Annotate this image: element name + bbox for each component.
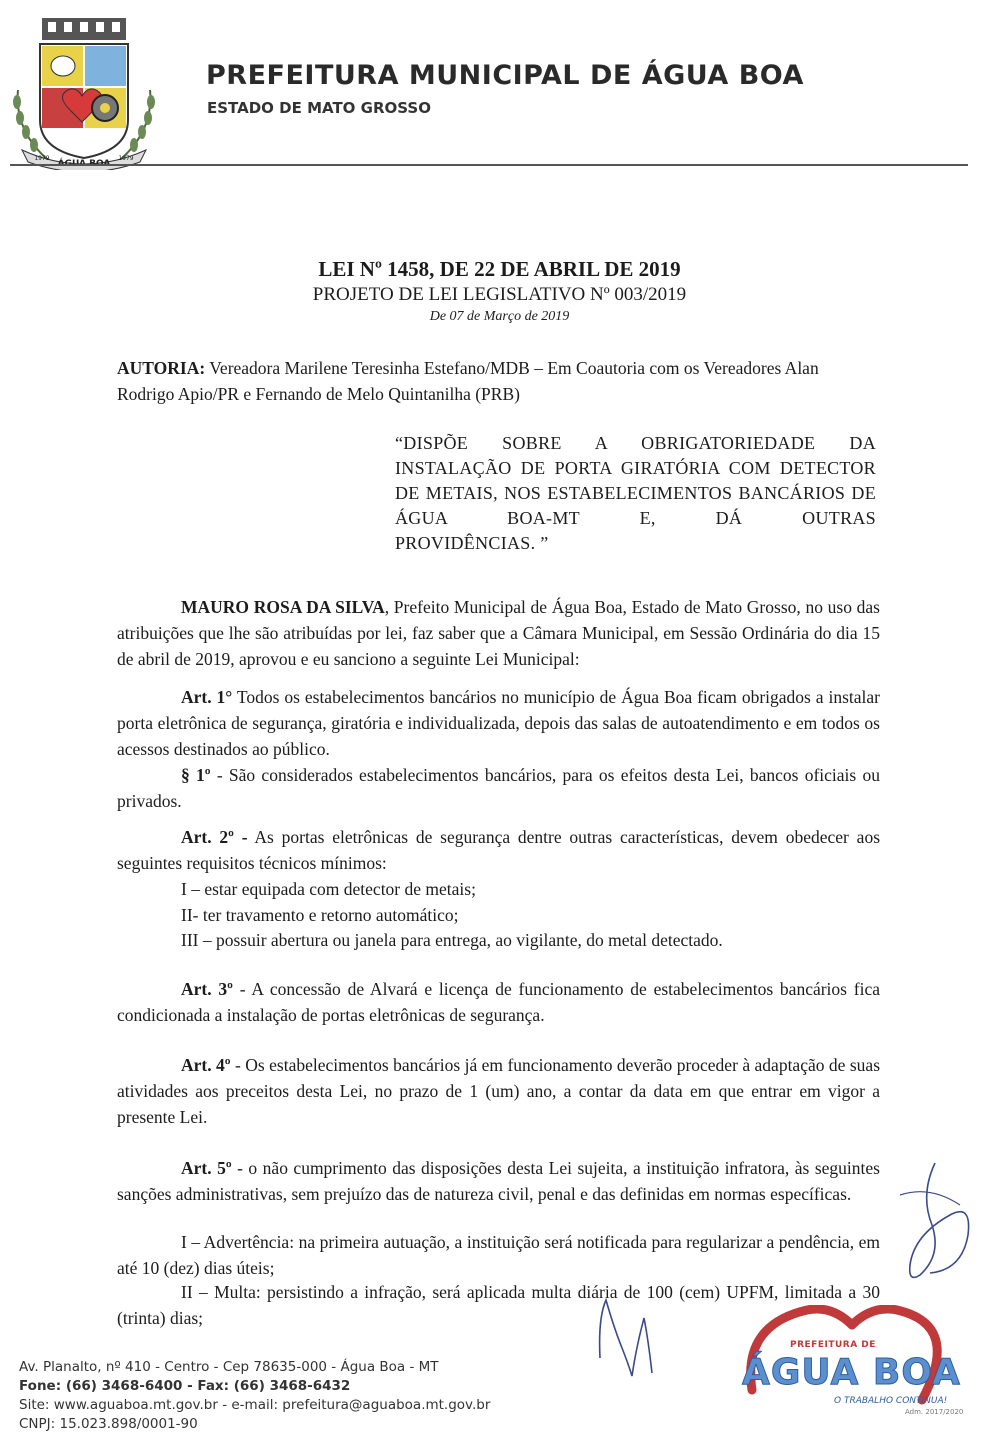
signature-rubric-bottom — [592, 1288, 662, 1383]
header-title: PREFEITURA MUNICIPAL DE ÁGUA BOA — [206, 60, 804, 91]
authorship-text: Vereadora Marilene Teresinha Estefano/MDB – Em Coautoria com os Vereadores Alan Rodrigo Apio/PR e Fernando de Melo Quintanilha (PRB) — [117, 358, 819, 404]
ementa-text: “DISPÕE SOBRE A OBRIGATORIEDADE DA INSTALAÇÃO DE PORTA GIRATÓRIA COM DETECTOR DE METAIS, NOS ESTABELECIMENTOS BANCÁRIOS DE ÁGUA BOA-MT E, DÁ OUTRAS — [395, 433, 876, 528]
crest-year-right: 1979 — [118, 155, 134, 162]
article-5-text: - o não cumprimento das disposições desta Lei sujeita, a instituição infratora, às seguintes sanções administrativas, sem prejuízo das de natureza civil, penal e das definidas em normas específicas. — [117, 1158, 880, 1204]
preamble-paragraph — [117, 594, 880, 672]
article-1 — [117, 684, 880, 762]
law-project-number: PROJETO DE LEI LEGISLATIVO Nº 003/2019 — [312, 284, 687, 305]
footer-phone: Fone: (66) 3468-6400 - Fax: (66) 3468-6432 — [19, 1378, 351, 1394]
article-5-inciso-2: II – Multa: persistindo a infração, será aplicada multa diária de 100 (cem) UPFM, limitada a 30 (trinta) dias; — [117, 1282, 880, 1328]
article-2 — [117, 824, 880, 876]
law-title: LEI Nº 1458, DE 22 DE ABRIL DE 2019 — [318, 257, 681, 281]
mayor-name: MAURO ROSA DA SILVA — [181, 597, 385, 617]
article-1-text: Todos os estabelecimentos bancários no município de Água Boa ficam obrigados a instalar porta eletrônica de segurança, giratória e individualizada, depois das salas de autoatendimento e em todos os acessos destinados ao público. — [117, 687, 880, 759]
paragraph-1 — [117, 762, 880, 814]
footer-cnpj: CNPJ: 15.023.898/0001-90 — [19, 1416, 198, 1432]
header-subtitle: ESTADO DE MATO GROSSO — [207, 99, 431, 117]
logo-tagline: O TRABALHO CONTINUA! — [834, 1396, 948, 1406]
article-2-item-1: I – estar equipada com detector de metais; — [181, 879, 476, 899]
footer-address: Av. Planalto, nº 410 - Centro - Cep 78635-000 - Água Boa - MT — [19, 1359, 439, 1375]
article-4-text: - Os estabelecimentos bancários já em funcionamento deverão proceder à adaptação de suas atividades aos preceitos desta Lei, no prazo de 1 (um) ano, a contar da data em que entrar em vigor a presente Lei. — [117, 1055, 881, 1127]
header-divider — [10, 164, 968, 166]
ementa-block — [395, 431, 876, 556]
logo-name: ÁGUA BOA — [742, 1352, 961, 1393]
authorship-label: AUTORIA: — [117, 358, 206, 378]
logo-prefix: PREFEITURA DE — [790, 1340, 876, 1350]
article-5 — [117, 1155, 880, 1207]
paragraph-1-label: § 1º — [181, 765, 211, 785]
article-3-label: Art. 3º — [181, 979, 233, 999]
crest-year-left: 1979 — [34, 155, 50, 162]
article-5-inciso-1: I – Advertência: na primeira autuação, a instituição será notificada para regularizar a pendência, em até 10 (dez) dias úteis; — [117, 1232, 880, 1278]
crest-ribbon-text — [58, 157, 111, 169]
article-4-label: Art. 4º — [181, 1055, 231, 1075]
footer-site-email: Site: www.aguaboa.mt.gov.br - e-mail: prefeitura@aguaboa.mt.gov.br — [19, 1397, 491, 1413]
article-2-item-3: III – possuir abertura ou janela para entrega, ao vigilante, do metal detectado. — [181, 930, 723, 950]
authorship-block — [117, 355, 877, 407]
ementa-text-last: PROVIDÊNCIAS. ” — [395, 533, 549, 553]
article-3 — [117, 976, 880, 1028]
municipal-crest-icon — [8, 10, 160, 170]
article-4 — [117, 1052, 880, 1130]
footer-contact — [19, 1358, 490, 1434]
preamble-text: , Prefeito Municipal de Água Boa, Estado de Mato Grosso, no uso das atribuições que lhe são atribuídas por lei, faz saber que a Câmara Municipal, em Sessão Ordinária do dia 15 de abril de 2019, aprovou e eu sanciono a seguinte Lei Municipal: — [117, 597, 880, 669]
article-2-label: Art. 2º - — [181, 827, 248, 847]
article-3-text: - A concessão de Alvará e licença de funcionamento de estabelecimentos bancários fica condicionada a instalação de portas eletrônicas de segurança. — [117, 979, 880, 1025]
article-5-label: Art. 5º — [181, 1158, 232, 1178]
signature-rubric-right — [880, 1155, 980, 1285]
law-date: De 07 de Março de 2019 — [429, 309, 570, 324]
article-2-text: As portas eletrônicas de segurança dentre outras características, devem obedecer aos seguintes requisitos técnicos mínimos: — [117, 827, 880, 873]
logo-admin-period: Adm. 2017/2020 — [905, 1408, 964, 1416]
paragraph-1-text: - São considerados estabelecimentos bancários, para os efeitos desta Lei, bancos oficiais ou privados. — [117, 765, 880, 811]
article-2-item-2: II- ter travamento e retorno automático; — [181, 905, 459, 925]
article-1-label: Art. 1° — [181, 687, 233, 707]
